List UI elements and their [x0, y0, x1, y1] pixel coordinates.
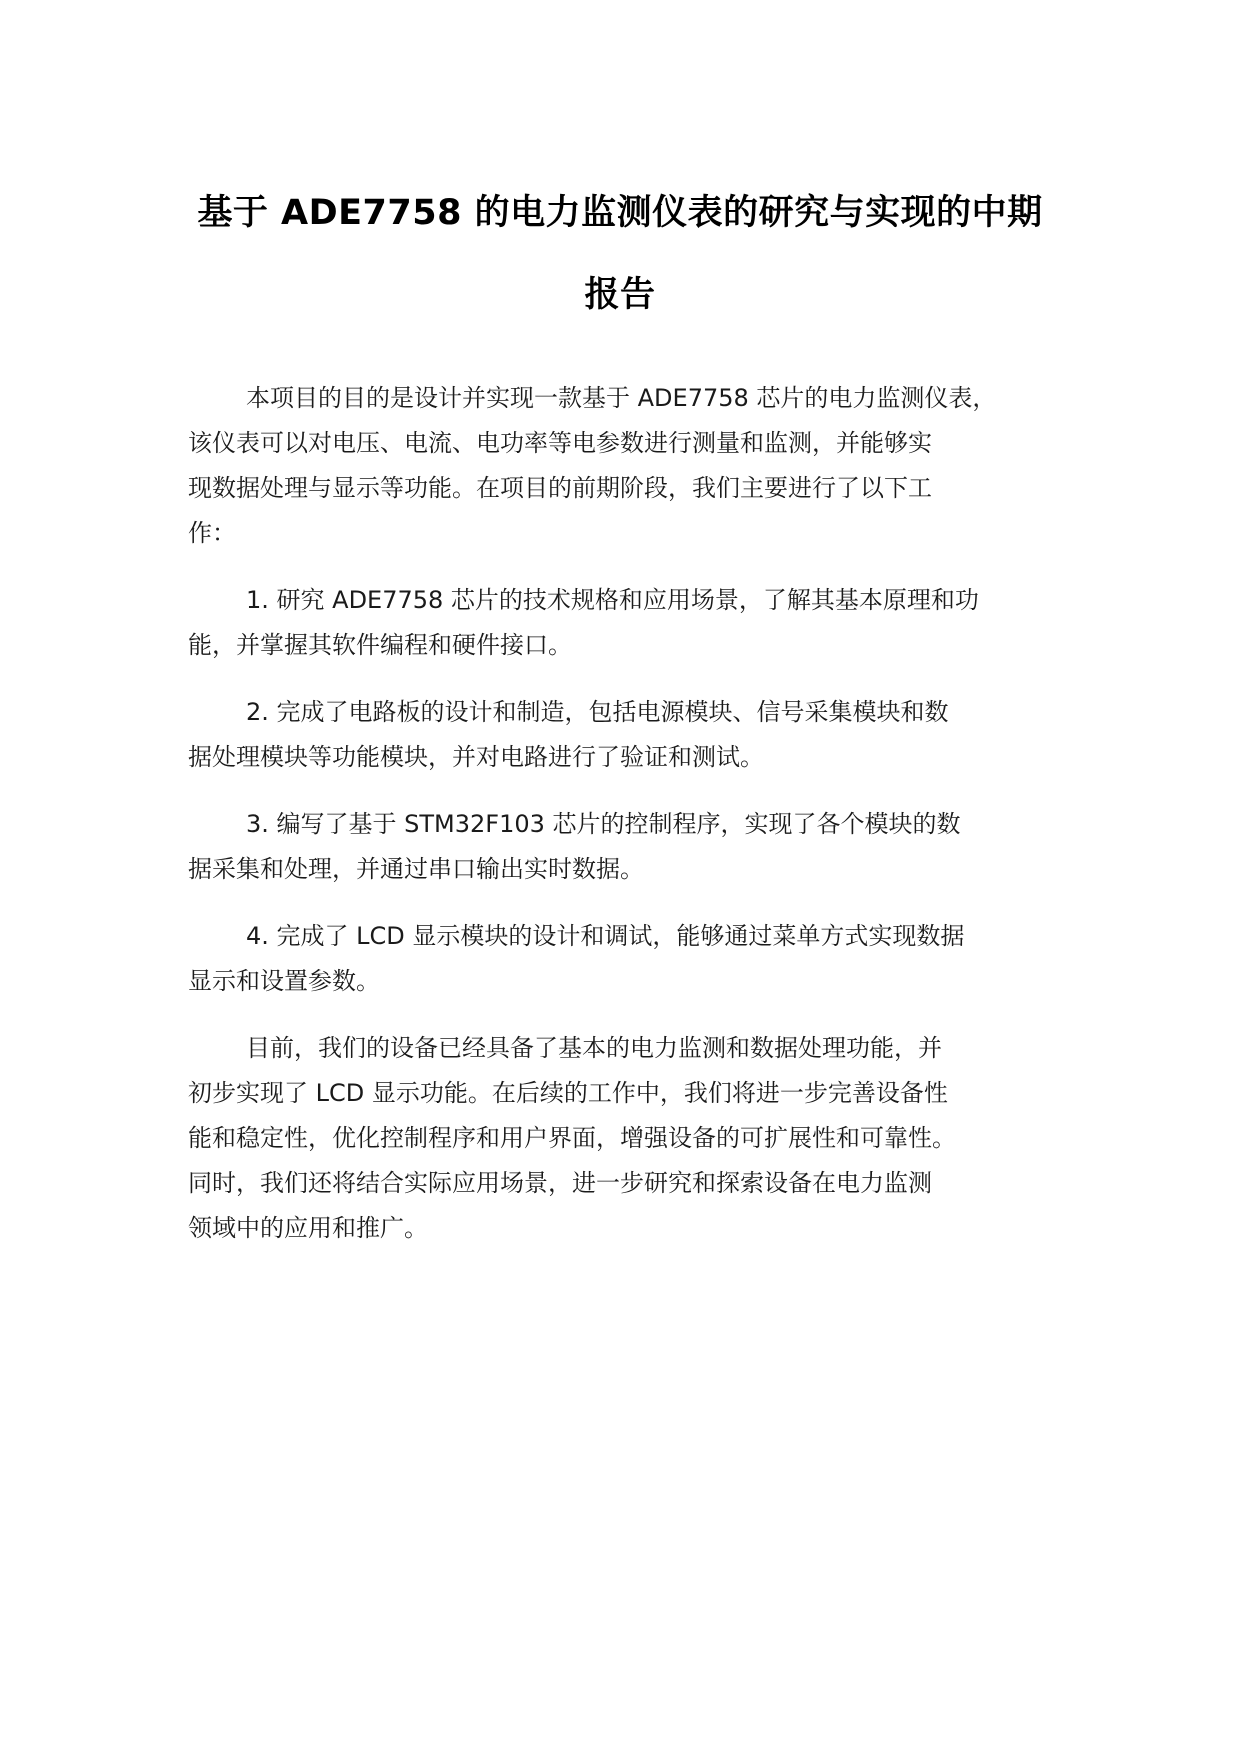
title-line-2: 报告 — [584, 275, 656, 315]
paragraph-line: 目前，我们的设备已经具备了基本的电力监测和数据处理功能，并 — [246, 1034, 942, 1062]
paragraph-line: 能，并掌握其软件编程和硬件接口。 — [188, 631, 572, 659]
paragraph-line: 2. 完成了电路板的设计和制造，包括电源模块、信号采集模块和数 — [246, 698, 949, 726]
paragraph-line: 本项目的目的是设计并实现一款基于 ADE7758 芯片的电力监测仪表， — [246, 384, 997, 412]
list-item-2 — [188, 690, 1088, 780]
paragraph-line: 作： — [188, 519, 236, 547]
paragraph-line: 据采集和处理，并通过串口输出实时数据。 — [188, 855, 644, 883]
title-line-1: 基于 ADE7758 的电力监测仪表的研究与实现的中期 — [197, 193, 1043, 233]
paragraph-line: 显示和设置参数。 — [188, 967, 380, 995]
paragraph-line: 据处理模块等功能模块，并对电路进行了验证和测试。 — [188, 743, 764, 771]
paragraph-line: 现数据处理与显示等功能。在项目的前期阶段，我们主要进行了以下工 — [188, 474, 932, 502]
paragraph-line: 3. 编写了基于 STM32F103 芯片的控制程序，实现了各个模块的数 — [246, 810, 961, 838]
paragraph-line: 该仪表可以对电压、电流、电功率等电参数进行测量和监测，并能够实 — [188, 429, 932, 457]
paragraph-line: 能和稳定性，优化控制程序和用户界面，增强设备的可扩展性和可靠性。 — [188, 1124, 956, 1152]
document-body — [188, 376, 1088, 1273]
paragraph-line: 4. 完成了 LCD 显示模块的设计和调试，能够通过菜单方式实现数据 — [246, 922, 965, 950]
paragraph-line: 同时，我们还将结合实际应用场景，进一步研究和探索设备在电力监测 — [188, 1169, 932, 1197]
paragraph-line: 1. 研究 ADE7758 芯片的技术规格和应用场景，了解其基本原理和功 — [246, 586, 979, 614]
paragraph-line: 领域中的应用和推广。 — [188, 1214, 428, 1242]
document-title — [150, 172, 1090, 336]
list-item-1 — [188, 578, 1088, 668]
paragraph-intro — [188, 376, 1088, 556]
paragraph-conclusion — [188, 1026, 1088, 1251]
paragraph-line: 初步实现了 LCD 显示功能。在后续的工作中，我们将进一步完善设备性 — [188, 1079, 948, 1107]
list-item-3 — [188, 802, 1088, 892]
list-item-4 — [188, 914, 1088, 1004]
